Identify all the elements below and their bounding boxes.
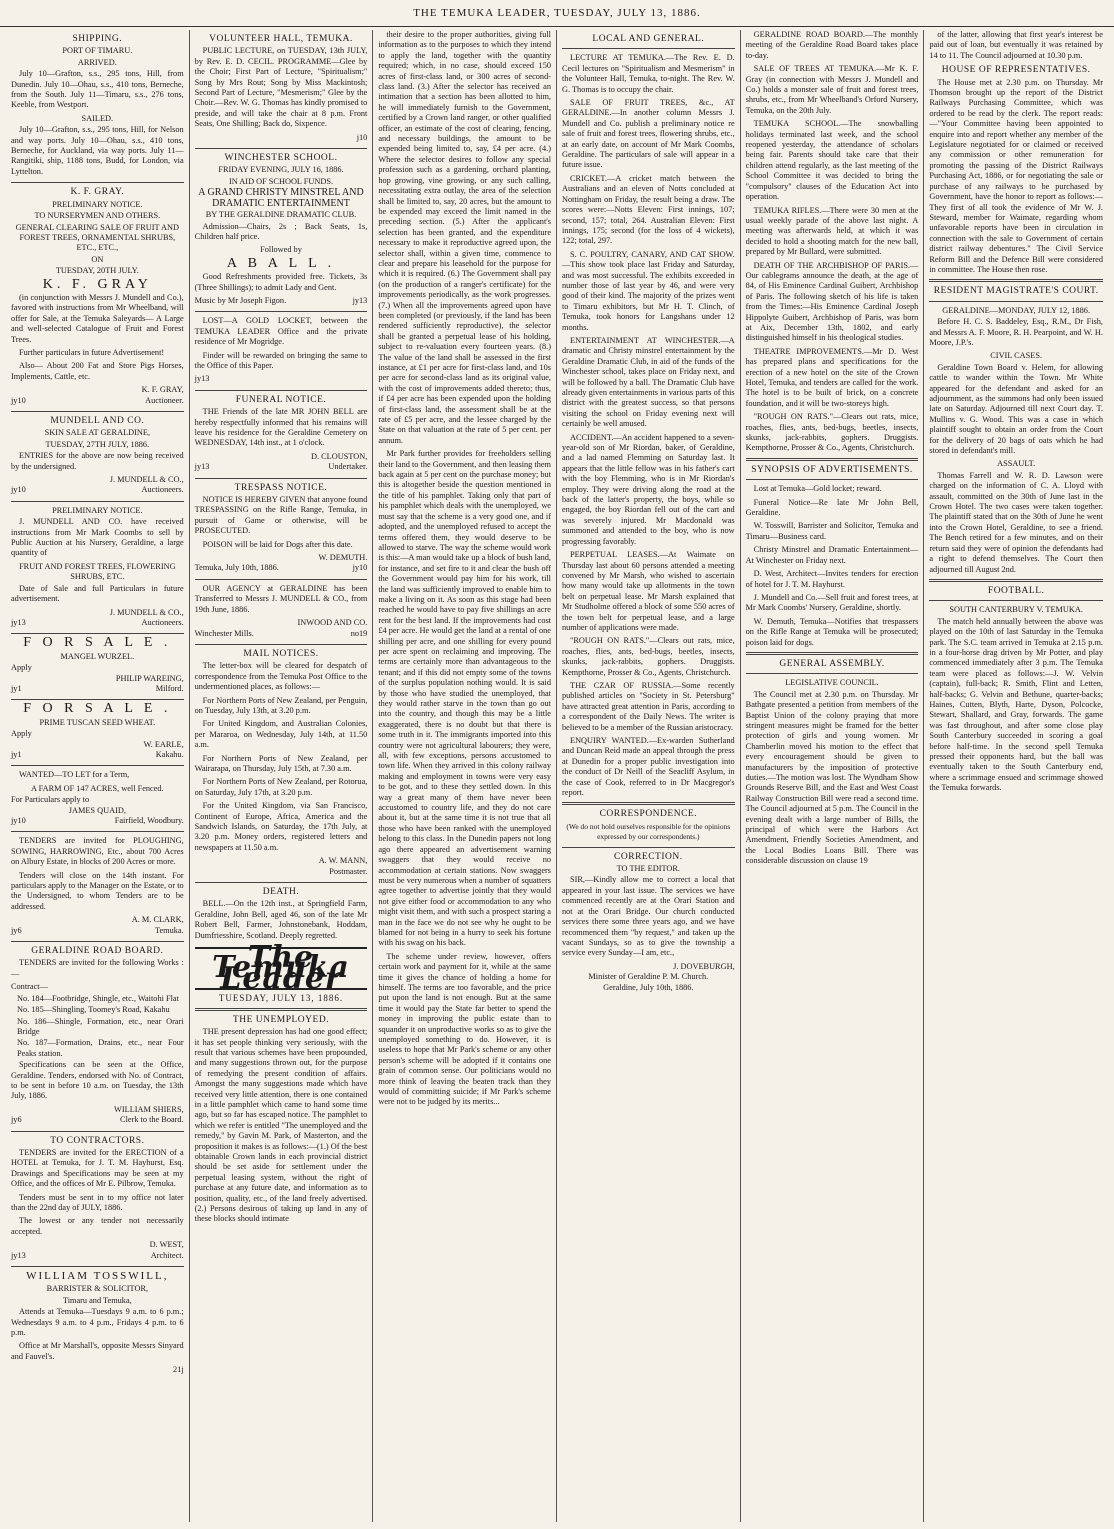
divider — [562, 48, 735, 49]
road-role: Clerk to the Board. — [120, 1115, 184, 1125]
mail-para: For the United Kingdom, via San Francisco, Continent of Europe, Africa, America and the Sandwich Islands, on Saturday, the 17th July, at 3.20 p.m. Money orders, registered letters and newspapers at 11.50 a.m. — [194, 801, 368, 852]
agency-ref: no19 — [350, 628, 368, 638]
correction-body: SIR,—Kindly allow me to correct a local that appeared in your last issue. The services we have commenced recently are at the Orari Station and not at the Orari Bridge. Our church conducted services there some three years ago, and we have recommenced them "by request," and taken up the vacant Sundays, so as to give the township a service every Sunday—I am, etc., — [562, 875, 735, 958]
mundell-body: J. MUNDELL AND CO. have received instructions from Mr Mark Coombs to sell by Public Auction at his Nursery, Geraldine, a large quantity of — [11, 517, 184, 558]
divider — [929, 579, 1103, 582]
column-2 — [190, 30, 374, 1522]
divider — [562, 802, 735, 805]
shipping-section — [11, 34, 184, 177]
death-title: DEATH. — [262, 887, 300, 898]
road-item: No. 185—Shingling, Toomey's Road, Kakahu — [17, 1005, 170, 1015]
tenders-place: Temuka. — [154, 925, 184, 935]
divider — [11, 941, 184, 942]
editorial-unemployed — [195, 1015, 368, 1225]
sale1-big: F O R S A L E . — [23, 635, 172, 651]
road-sign: WILLIAM SHIERS, — [114, 1104, 184, 1114]
divider — [195, 390, 368, 391]
shipping-title: SHIPPING. — [72, 34, 123, 44]
news-item: SALE OF TREES AT TEMUKA.—Mr K. F. Gray (in connection with Messrs J. Mundell and Co.) holds a monster sale of fruit and forest trees, shrubs, etc., from Mr Wheelband's Orford Nursery, Temuka, on the 20th July. — [745, 64, 919, 115]
school-admission: Admission—Chairs, 2s ; Back Seats, 1s, Children half price. — [194, 221, 368, 241]
house-title: HOUSE OF REPRESENTATIVES. — [941, 65, 1091, 76]
contractors-close: Tenders must be sent in to my office not later than the 22nd day of JULY, 1886. — [11, 1192, 184, 1212]
road-ref: jy6 — [11, 1115, 22, 1125]
news-item: DEATH OF THE ARCHBISHOP OF PARIS.—Our cablegrams announce the death, at the age of 84, of His Eminence Cardinal Guibert, Archbishop of Paris. The following sketch of his life is taken from the Times:—His Eminence Cardinal Joseph Hippolyte Guibert, Archbishop of Paris, was born at Aix, December 13th, 1802, and early distinguished himself in his theological studies. — [745, 260, 919, 343]
correction-sign: J. DOVEBURGH, — [673, 961, 735, 971]
funeral-body: THE Friends of the late MR JOHN BELL are hereby respectfully informed that his remains will leave his residence for the Geraldine Cemetery on WEDNESDAY, 14th inst., at 1 o'clock. — [194, 407, 368, 448]
mail-para: The letter-box will be cleared for despatch of correspondence from the Temuka Post Office to the undermentioned places, as follows:— — [194, 661, 368, 692]
locket-ref: jy13 — [194, 374, 210, 384]
synopsis-item: J. Mundell and Co.—Sell fruit and forest trees, at Mr Mark Coombs' Nursery, Geraldine, shortly. — [745, 592, 919, 613]
divider — [11, 411, 184, 412]
column-3 — [373, 30, 557, 1522]
gray-ref: jy10 — [11, 395, 26, 405]
arrived-list: July 10—Grafton, s.s., 295 tons, Hill, from Dunedin. July 10—Ohau, s.s., 410 tons, Berneche, from the South. July 11—Timaru, s.s., 276 tons, Keeble, from Westport. — [11, 69, 184, 110]
school-advert — [195, 153, 368, 306]
sailed-list: July 10—Grafton, s.s., 295 tons, Hill, for Nelson and way ports. July 10—Ohau, s.s., 410 tons, Berneche, for Auckland, via way ports. July 11—Rangitiki, ship, 1188 tons, Budd, for London, via Lyttelton. — [11, 125, 184, 176]
tosswill-ref: 21j — [173, 1365, 184, 1375]
school-ball: A B A L L . — [226, 255, 336, 271]
court-title: RESIDENT MAGISTRATE'S COURT. — [933, 286, 1099, 297]
mundell-sign: J. MUNDELL & CO., — [109, 607, 184, 617]
assembly-title: GENERAL ASSEMBLY. — [779, 658, 885, 669]
trespass-sign: W. DEMUTH. — [318, 553, 368, 563]
tosswill-big: WILLIAM TOSSWILL, — [26, 1270, 169, 1283]
gray-date: TUESDAY, 20TH JULY. — [55, 266, 139, 276]
mail-sign: A. W. MANN, — [318, 856, 368, 866]
sale-advert-2 — [11, 701, 184, 760]
trespass-body: NOTICE IS HEREBY GIVEN that anyone found TRESPASSING on the Rifle Range, Temuka, in pursuit of Game or otherwise, will be PROSECUTED. — [194, 495, 368, 536]
school-by: BY THE GERALDINE DRAMATIC CLUB. — [205, 210, 357, 220]
mundell-date: Date of Sale and full Particulars in future advertisement. — [11, 583, 184, 604]
sale2-big: F O R S A L E . — [23, 701, 172, 717]
editorial-body: THE present depression has had one good effect; it has set people thinking very seriously, with the result that various schemes have been propounded, and many suggestions thrown out, for the purpose of remedying the present condition of affairs. Amongst the many suggestions made which have received very little attention, there is one contained in a little pamphlet which came to hand some time ago, but so far has escaped notice. The pamphlet to which we refer is entitled "The unemployed and the remedy," by Gavin M. Park, of Masterton, and the proposition it makes is as follows:—(1.) Of the best obtainable Crown lands in each provincial district should be set aside for settlement under the perpetual leasing system, without the right of purchase at any future date, and information as to position, quality, etc., of the land freely advertised. (2.) Persons desirous of taking up land in any of these blocks should intimate — [194, 1027, 368, 1224]
news-item: ENTERTAINMENT AT WINCHESTER.—A dramatic and Christy minstrel entertainment by the Geraldine Dramatic Club, in aid of the funds of the Winchester school, takes place on Friday next, and will be followed by a ball. The Dramatic Club have already given entertainments in various parts of this district with the greatest success, so that persons visiting the school on Friday evening next will certainly be well amused. — [562, 335, 735, 429]
lecture-title: VOLUNTEER HALL, TEMUKA. — [209, 34, 353, 44]
tosswill-body: Attends at Temuka—Tuesdays 9 a.m. to 6 p.m.; Wednesdays 9 a.m. to 4 p.m., Fridays 4 p.m. to 6 p.m. — [11, 1307, 184, 1338]
newspaper-nameplate: The Temuka Leader — [195, 947, 368, 990]
skin-ref: jy10 — [11, 485, 26, 495]
contractors-ref: jy13 — [11, 1250, 26, 1260]
gray-also: Also— About 200 Fat and Store Pigs Horses, Implements, Cattle, etc. — [11, 361, 184, 381]
tosswill-advert — [11, 1271, 184, 1376]
mail-title: MAIL NOTICES. — [243, 648, 319, 659]
divider — [195, 1008, 368, 1011]
road-specs: Specifications can be seen at the Office, Geraldine. Tenders, endorsed with No. of Contract, to be sent in before 10 a.m. on Tuesday, the 13th July, 1886. — [11, 1060, 184, 1101]
skin-body: ENTRIES for the above are now being received by the undersigned. — [11, 451, 184, 471]
sale1-footer — [11, 684, 184, 694]
divider — [11, 1131, 184, 1132]
road-items — [11, 994, 184, 1059]
lecture-body: PUBLIC LECTURE, on TUESDAY, 13th JULY, by Rev. E. D. CECIL. PROGRAMME—Glee by the Choir; First Part of Lecture, "Spiritualism;" Song by Mrs Rout; Song by Miss Mackintosh; Second Part of Lecture, "Mesmerism;" Glee by the Choir.—Rev. W. G. Thomas has kindly promised to preside, and will take the chair at 8 p.m. Front Seats, One Shilling; Back do, Sixpence. — [194, 46, 368, 129]
page-header: THE TEMUKA LEADER, TUESDAY, JULY 13, 1886. — [0, 0, 1114, 27]
tenders-close: Tenders will close on the 14th instant. For particulars apply to the Manager on the Estate, or to the Undersigned, to whom Tenders are to be addressed. — [11, 870, 184, 911]
civil-cases-label: CIVIL CASES. — [990, 351, 1043, 361]
divider — [11, 1266, 184, 1267]
funeral-ref: jy13 — [194, 462, 210, 472]
news-item: S. C. POULTRY, CANARY, AND CAT SHOW.—This show took place last Friday and Saturday, and was most successful. The exhibits exceeded in number those of last year by 46, and were very good of their kind. The majority of the prizes went to Timaru exhibitors, but Mr H. T. Clinch, of Temuka, took honors for Langshans under 12 months. — [562, 249, 735, 332]
locket-advert — [195, 316, 368, 384]
trespass-title: TRESPASS NOTICE. — [234, 482, 328, 493]
court-date: GERALDINE—MONDAY, JULY 12, 1886. — [942, 305, 1091, 315]
divider — [11, 765, 184, 766]
skin-sale-advert — [11, 428, 184, 495]
news-item: TEMUKA RIFLES.—There were 30 men at the usual weekly parade of the above last night. A meeting was afterwards held, at which it was decided to hold a shooting match for the new ball, prepared by Mr Bullard, were submitted. — [745, 205, 919, 257]
dateline: TUESDAY, JULY 13, 1886. — [218, 993, 344, 1004]
editorial-continued: The scheme under review, however, offers certain work and payment for it, while at the same time it gives the chance of holding a home for himself. The terms are too favorable, and the price put upon the land is not enough. But at the same time it would pay the State far better to spend the money in improving the public estate than to squander it on unproductive works so as to give the unemployed something to do. However, it is useless to hope that Mr Park's scheme or any other person's scheme will be adopted if it contains one grain of common sense. Our politicians would no more think of leaving the beaten track than they would of committing suicide; if Mr Park's scheme were not to be judged by its merits... — [378, 951, 551, 1107]
divider — [929, 301, 1103, 302]
school-title: WINCHESTER SCHOOL. — [224, 153, 338, 164]
divider — [746, 673, 919, 674]
court-body: Geraldine Town Board v. Helem, for allowing cattle to wander within the Town. Mr White appeared for the defendant and asked for an adjournment, as the summons had only been issued late on Saturday. Adjourned till next Court day. T. Mullins v. G. Wood. This was a case in which plaintiff sought to obtain an order from the Court for the delivery of 20 bags of oats which he had stored in defendant's mill. — [929, 362, 1103, 456]
news-item: PERPETUAL LEASES.—At Waimate on Thursday last about 60 persons attended a meeting convened by Mr Marsh, who wished to ascertain how many would take up allotments in the town belt on perpetual lease. Mr Marsh explained that Mr Studholme offered a block of some 550 acres of the town belt for perpetual lease, and a large number of applications were made. — [562, 550, 735, 632]
contractors-role: Architect. — [150, 1250, 184, 1260]
school-music: Music by Mr Joseph Figon. — [194, 295, 287, 305]
news-item: GERALDINE ROAD BOARD.—The monthly meeting of the Geraldine Road Board takes place to-day. — [745, 30, 919, 60]
locket-reward: Finder will be rewarded on bringing the same to the Office of this Paper. — [194, 350, 368, 370]
skin-title: SKIN SALE AT GERALDINE, — [44, 428, 151, 438]
synopsis-title: SYNOPSIS OF ADVERTISEMENTS. — [751, 464, 913, 475]
funeral-footer — [195, 462, 368, 472]
wanted-advert — [11, 770, 184, 826]
gray-advert — [11, 187, 184, 406]
lecture-ref: j10 — [356, 132, 368, 142]
school-ref: jy13 — [352, 295, 368, 305]
divider — [11, 699, 184, 700]
council-body: The Council met at 2.30 p.m. on Thursday. Mr Bathgate presented a petition from members of the Baptist Union of the colony praying that more stringent measures might be framed for the better protection of girls and young women. Mr Chamberlin moved his motion to the effect that every encouragement should be given to manufacturers by the imposition of protective duties.—The motion was lost. The Wyndham Show Grounds Reserve Bill, and the East and West Coast Railway Construction Bill were read a second time. The Council adjourned at 5 p.m. The Council in the evening dealt with a large number of Bills, the principal of which were the Harbors Act Amendment, Friendly Societies Amendment, and the Local Bodies Loans Bill. There was considerable discussion on clause 19 — [745, 689, 919, 866]
sale-advert-1 — [11, 635, 184, 694]
correction-role: Minister of Geraldine P. M. Church. — [588, 972, 709, 982]
mundell-advert — [11, 506, 184, 628]
school-followed: Followed by — [260, 245, 302, 255]
mail-para: For United Kingdom, and Australian Colonies, per Mararoa, on Wednesday, July 14th, at 11.50 a.m. — [194, 719, 368, 750]
editorial-continued: their desire to the proper authorities, giving full information as to the purposes to which they intend to apply the land, together with the quantity required; which, in no case, should exceed 150 acres of first-class land, or 300 acres of second-class land. (3.) After the selector has received an intimation that a section has been allotted to him, he will immediately furnish to the Government, certified by a Crown land ranger, or other qualified officer, an estimate of the cost of clearing, fencing, and necessary buildings, the amount to be expended being limited to, say, £4 per acre. (4.) Where the selector desires to follow any special profession such as a gardening, orchard planting, hop growing, vine growing, or any such calling, necessitating extra outlay, the area of the selection shall be limited to, say, 20 acres, but the amount to be expended may exceed the limit named in the preceding section. (5.) After the applicant's selection has been granted, and the expenditure necessary to make it reproductive agreed upon, the selector shall, within a given time, commence to clear and prepare his leasehold for the purpose for which it is required. (6.) The Government shall pay (on the production of a ranger's certificate) for the improvements periodically, as the work progresses. (7.) When all the improvements agreed upon have been completed (or previously, if the land has been rendered sufficiently reproductive), the selector shall be granted a perpetual lease of his holding, subject to re-valuation every fourteen years. (8.) The value of the land shall be assessed in the first instance, at £1 per acre for first-class land, and 10s per acre for second-class land as its original value, with the cost of improvements added thereto; thus, if £4 per acre has been expended upon the holding of first-class land, the assessment shall be at the rate of £5 per acre, and the lessee charged by the State on that valuation at the rate of 5 per cent. per annum. — [378, 30, 551, 445]
sale1-place: Milford. — [155, 683, 184, 693]
correction-date: Geraldine, July 10th, 1886. — [603, 982, 694, 992]
divider — [11, 182, 184, 183]
gray-on: ON — [91, 254, 104, 264]
school-refreshments: Good Refreshments provided free. Tickets, 3s (Three Shillings); to admit Lady and Gent. — [194, 272, 368, 292]
mundell-prelim: PRELIMINARY NOTICE. — [52, 505, 143, 515]
road-item: No. 184—Footbridge, Shingle, etc., Waitohi Flat — [17, 993, 179, 1003]
contractors-advert — [11, 1136, 184, 1261]
divider — [562, 847, 735, 848]
synopsis-item: Lost at Temuka—Gold locket; reward. — [753, 484, 882, 494]
arrived-label: ARRIVED. — [77, 57, 117, 67]
tenders-body: TENDERS are invited for PLOUGHING, SOWING, HARROWING, Etc., about 700 Acres on Albury Estate, in blocks of 200 Acres or more. — [11, 836, 184, 867]
divider — [195, 644, 368, 645]
contractors-title: TO CONTRACTORS. — [50, 1135, 145, 1146]
sale1-apply: Apply — [11, 663, 32, 673]
column-1 — [6, 30, 190, 1522]
mundell-goods: FRUIT AND FOREST TREES, FLOWERING SHRUBS, ETC. — [19, 561, 176, 582]
gray-sign: K. F. GRAY, — [141, 385, 184, 395]
wanted-name: JAMES QUAID, — [68, 805, 126, 815]
skin-role: Auctioneers. — [141, 485, 184, 495]
death-body: BELL.—On the 12th inst., at Springfield Farm, Geraldine, John Bell, aged 46, son of the late Mr Robert Bell, Farmer, Johnstonebank, Hoddam, Dumfriesshire, Scotland. Deeply regretted. — [194, 899, 368, 940]
football-title: FOOTBALL. — [987, 585, 1045, 596]
mundell-footer — [11, 618, 184, 628]
news-item: CRICKET.—A cricket match between the Australians and an eleven of Notts concluded at Nottingham on Friday, the result being a draw. The scores were:—Notts Eleven: First innings, 107; second, 157; total, 264. Australian Eleven: First innings, 175; second (for the loss of 4 wickets), 122; total, 297. — [562, 173, 735, 246]
road-body: TENDERS are invited for the following Works :— — [11, 958, 184, 978]
court-before: Before H. C. S. Baddeley, Esq., R.M., Dr Fish, and Messrs A. F. Moore, R. H. Pearpoint, and W. H. Moore, J.P.'s. — [929, 317, 1103, 347]
column-4 — [557, 30, 741, 1522]
mail-para: For Northern Ports of New Zealand, per Wairarapa, on Thursday, July 15th, at 7.30 a.m. — [194, 753, 368, 773]
sale2-name: W. EARLE, — [143, 739, 184, 749]
trespass-footer — [195, 563, 368, 573]
football-body: The match held annually between the above was played on the 10th of last Saturday in the Temuka park. The S.C. team arrived in Temuka at 2.15 p.m. in a four-horse drag driven by Mr Potter, and play commenced immediately after 3 p.m. The Temuka team were placed as follows:—J. W. Velvin (captain), full-back; R. Smith, Flint and Letten, half-backs; G. Velvin and Bethune, quarter-backs; Haines, Cutten, Blyth, Harte, Dyson, Polcocke, Stewart, Shallard, and Gray, forwards. The game was fast throughout, and after some close play South Canterbury succeeded in scoring a goal before half-time. In the second spell Temuka pressed their opponents hard, but the ball was eventually taken to the South Canterbury end, where a scrimmage ensued and scrimmage showed the Temuka forwards. — [929, 616, 1103, 793]
contractors-sign: D. WEST, — [149, 1240, 184, 1250]
divider — [11, 633, 184, 634]
synopsis-item: D. West, Architect—Invites tenders for erection of hotel for J. T. M. Hayhurst. — [745, 569, 919, 589]
gray-role: Auctioneer. — [145, 395, 184, 405]
trespass-ref: jy10 — [352, 563, 368, 573]
football-subtitle: SOUTH CANTERBURY V. TEMUKA. — [949, 605, 1083, 615]
contractors-footer — [11, 1251, 184, 1261]
gray-body: (in conjunction with Messrs J. Mundell and Co.), favored with instructions from Mr Wheelband, will offer for Sale, at the Temuka Saleyards— A Large and well-selected Catalogue of Fruit and Forest Trees. — [11, 292, 184, 344]
column-6 — [924, 30, 1108, 1522]
port-name: PORT OF TIMARU. — [62, 46, 133, 56]
funeral-sign: D. CLOUSTON, — [311, 451, 368, 461]
news-item: "ROUGH ON RATS."—Clears out rats, mice, roaches, flies, ants, bed-bugs, beetles, insects, skunks, jack-rabbits, gophers. Druggists. Kempthorne, Prosser & Co., Agents, Christchurch. — [745, 412, 919, 453]
wanted-footer — [11, 816, 184, 826]
sale2-place: Kakahu. — [155, 749, 184, 759]
sailed-label: SAILED. — [81, 113, 114, 123]
editorial-continued: Mr Park further provides for freeholders selling their land to the Government, and then leasing them back again at 5 per cent on the purchase money; but this is altogether beside the question mentioned in the title of his pamphlet. Taking only that part of his pamphlet which deals with the unemployed, we must say that the scheme is a very good one, and if adopted, and the unemployed refused to accept the terms offered them, they would deserve to be allowed to starve. The way the scheme would work is this:—A man would take up a block of bush land, for instance, and set fire to it and clear the bush off the Government would pay him for his work, till the land was sufficiently improved to enable him to make a living on it. As soon as this stage had been reached he would have to pay five shillings an acre rent for the best land. If the improvements had cost £4 per acre. He would get the land at a rental of one shilling per acre, and one shilling for every pound per acre spent on reclaiming and improving. The terms are certainly more than advantageous to the tenant; and if this did not empty some of the towns of the surplus population nothing would. It is said by those who have studied the unemployed, that they would rather starve in the town than go out into the country, and though this may be a little exaggerated, there is no doubt but that there is some truth in it. The immigrants imported into this country were not agricultural labourers; they were, all, with few exceptions, persons accustomed to town life. When they arrived in this colony railway making and employment in towns were very easy to be got, and to these they settled down. In this way a great many of them have never been accustomed to country life, and they do not care about it, but at the same time it is not true that all those who have been ranked with the unemployed belong to this class. In the Dunedin papers not long ago there appeared an advertisement warning swaggers that they would receive no accommodation at certain stations. Now swaggers must be very numerous when a number of squatters agree together to advertise jointly that they would not give either food or accommodation to any who might visit them, and with such a prospect staring a man in the face we do not see why he ought to be blamed for not being in a hurry to seek his fortune with his swag on his back. — [378, 449, 551, 948]
correspondence-title: CORRESPONDENCE. — [599, 809, 698, 820]
wanted-apply: For Particulars apply to — [11, 795, 90, 805]
wanted-place: Fairfield, Woodbury. — [114, 816, 184, 825]
house-body: The House met at 2.30 p.m. on Thursday. Mr Thomson brought up the report of the District Railways Purchasing Committee, which was ordered to be read by the clerk. The report reads:—"Your Committee having been appointed to enquire into and report whether any member of the Legislature negotiated for or claimed or received any commission or other remuneration for promoting the passing of the District Railways Purchasing Act, 1886, or for negotiating the sale or purchase of any railways to be purchased by Government, have the honor to report as follows:—They first of all took the evidence of Mr W. J. Steward, member for Waimate, regarding whom unfavorable reports have been in circulation in connection with the sale to Government of certain district railway debentures." The Civil Service Reform Bill and the Defence Bill were considered in committee. The House then rose. — [929, 77, 1103, 274]
columns — [6, 30, 1108, 1522]
news-item: LECTURE AT TEMUKA.—The Rev. E. D. Cecil lectures on "Spiritualism and Mesmerism" in the Volunteer Hall, Temuka, to-night. The Rev. W. G. Thomas is to occupy the chair. — [562, 53, 735, 94]
mail-notices — [195, 649, 368, 877]
sale2-footer — [11, 750, 184, 760]
synopsis-item: W. Demuth, Temuka—Notifies that trespassers on the Rifle Range at Temuka will be prosecuted; poison laid for dogs. — [745, 616, 919, 647]
funeral-role: Undertaker. — [328, 462, 368, 472]
divider — [746, 458, 919, 461]
tenders-footer — [11, 926, 184, 936]
news-item: ENQUIRY WANTED.—Ex-warden Sutherland and Duncan Reid made an appeal through the press at Dunedin for a proper public investigation into the conduct of Dr Neill of the Seacliff Asylum, in the case of Cook, referred to in Dr Macgregor's report. — [562, 736, 735, 798]
gray-sale: GENERAL CLEARING SALE OF FRUIT AND FOREST TREES, ORNAMENTAL SHRUBS, ETC., ETC., — [15, 222, 180, 253]
assault-label: ASSAULT. — [997, 459, 1036, 469]
mundell-title: MUNDELL AND CO. — [50, 416, 145, 426]
news-item: ACCIDENT.—An accident happened to a seven-year-old son of Mr Riordan, baker, of Geraldine, and a lad named Flemming on Saturday last. It appears that the little fellow was in his father's cart with the boy Flemming, who is in Mr Riordan's employ. They were driving along the road at the back of the latter's property, the boys, while so engaged, the boy Riordan fell out of the cart and was severely injured. Mr Macdonald was summoned and attended to the boy, who is now progressing favorably. — [562, 432, 735, 546]
gray-to: TO NURSERYMEN AND OTHERS. — [34, 211, 161, 221]
contractors-lowest: The lowest or any tender not necessarily accepted. — [11, 1216, 184, 1236]
lecture-advert — [195, 34, 368, 143]
wanted-head: WANTED—TO LET for a Term, — [19, 770, 130, 780]
mail-para: For Northern Ports of New Zealand, per Rotorua, on Saturday, July 17th, at 3.20 p.m. — [194, 777, 368, 797]
divider — [195, 579, 368, 580]
trespass-poison: POISON will be laid for Dogs after this date. — [202, 539, 353, 549]
road-item: No. 187—Formation, Drains, etc., near Four Peaks station. — [17, 1038, 184, 1058]
council-title: LEGISLATIVE COUNCIL. — [785, 678, 879, 688]
trespass-date: Temuka, July 10th, 1886. — [194, 563, 279, 573]
agency-footer — [195, 629, 368, 639]
news-item: "ROUGH ON RATS."—Clears out rats, mice, roaches, flies, ants, bed-bugs, beetles, insects, skunks, jack-rabbits, gophers. Druggists. Kempthorne, Prosser & Co., Agents, Christchurch. — [562, 636, 735, 677]
sale2-item: PRIME TUSCAN SEED WHEAT. — [39, 717, 156, 727]
divider — [195, 148, 368, 149]
synopsis-item: Funeral Notice—Re late Mr John Bell, Geraldine. — [745, 497, 919, 518]
synopsis-item: W. Tosswill, Barrister and Solicitor, Temuka and Timaru—Business card. — [745, 521, 919, 541]
correction-to: TO THE EDITOR. — [616, 864, 681, 874]
tosswill-place: Timaru and Temuka, — [62, 1295, 132, 1305]
news-item: THE CZAR OF RUSSIA.—Some recently published articles on "Society in St. Petersburg" have attracted great attention in Paris, according to a correspondent of the Daily News. The writer is believed to be a member of the Russian aristocracy. — [562, 680, 735, 732]
gray-further: Further particulars in future Advertisement! — [19, 347, 165, 357]
news-item: SALE OF FRUIT TREES, &c., AT GERALDINE.—In another column Messrs J. Mundell and Co. publish a preliminary notice re sale of fruit and forest trees, flowering shrubs, etc., at an early date, on account of Mr Mark Coombs, Geraldine. The particulars of sale will appear in a future issue. — [562, 98, 735, 170]
skin-footer — [11, 485, 184, 495]
divider — [11, 831, 184, 832]
assault-body: Thomas Farrell and W. R. D. Lawson were charged on the information of C. A. Lloyd with assault, committed on the 30th of June last in the Crown Hotel. The two cases were taken together. The plaintiff stated that on the 30th of June he went into the Crown Hotel, Geraldine, to see a friend. The Bench retired for a few minutes, and on their return said they were of opinion the defendants had a right to defend themselves. The Court then adjourned till August 2nd. — [929, 470, 1103, 574]
wanted-body: A FARM OF 147 ACRES, well Fenced. — [31, 783, 164, 793]
contractors-body: TENDERS are invited for the ERECTION of a HOTEL at Temuka, for J. T. M. Hayhurst, Esq. Drawings and Specifications may be seen at my Office, and the offices of Mr E. Pilbrow, Temuka. — [11, 1147, 184, 1189]
skin-date: TUESDAY, 27TH JULY, 1886. — [45, 439, 150, 449]
divider — [746, 479, 919, 480]
sale2-ref: jy1 — [11, 749, 22, 759]
column-5 — [741, 30, 925, 1522]
road-item: No. 186—Shingle, Formation, etc., near Orari Bridge — [17, 1016, 184, 1036]
divider — [195, 882, 368, 883]
divider — [195, 478, 368, 479]
editorial-title: THE UNEMPLOYED. — [232, 1014, 330, 1025]
school-aid: IN AID OF SCHOOL FUNDS. — [228, 176, 334, 186]
council-continued: of the latter, allowing that first year's interest be paid out of loan, but eventually it was retained by 14 to 11. The Council adjourned at 10.30 p.m. — [929, 30, 1103, 60]
road-title: GERALDINE ROAD BOARD. — [31, 946, 164, 957]
mundell-ref: jy13 — [11, 617, 26, 627]
skin-sign: J. MUNDELL & CO., — [109, 475, 184, 485]
agency-notice — [195, 584, 368, 639]
road-contract: Contract— — [11, 982, 48, 992]
sale1-item: MANGEL WURZEL. — [60, 651, 135, 661]
divider — [195, 311, 368, 312]
funeral-notice — [195, 395, 368, 473]
locket-body: LOST—A GOLD LOCKET, between the TEMUKA LEADER Office and the private residence of Mr Mogridge. — [194, 316, 368, 347]
tenders-advert — [11, 836, 184, 936]
correction-title: CORRECTION. — [614, 851, 683, 862]
gray-big: K. F. GRAY — [42, 276, 152, 292]
gray-name: K. F. GRAY. — [70, 187, 125, 198]
news-item: TEMUKA SCHOOL.—The snowballing holidays terminated last week, and the school reopened yesterday, the attendance of scholars being fair. Parents should take care that their children attend regularly, as the last meeting of the School Committee it was decided to bring the "compulsory" clauses of the Education Act into operation. — [745, 119, 919, 202]
divider — [746, 652, 919, 655]
road-footer — [11, 1115, 184, 1125]
news-item: THEATRE IMPROVEMENTS.—Mr D. West has prepared plans and specifications for the erection of a new hotel on the site of the Crown Hotel, Temuka, and tenders are called for the work. The hotel is to be built of brick, on a concrete foundation, and it will be two-storeys high. — [745, 346, 919, 408]
trespass-notice — [195, 483, 368, 574]
tosswill-office: Office at Mr Marshall's, opposite Messrs Sinyard and Fauvel's. — [11, 1341, 184, 1361]
tosswill-role: BARRISTER & SOLICITOR, — [46, 1284, 149, 1294]
sale1-ref: jy1 — [11, 683, 22, 693]
sale1-name: PHILIP WAREING, — [115, 673, 184, 683]
road-board-advert — [11, 946, 184, 1126]
school-date: FRIDAY EVENING, JULY 16, 1886. — [218, 165, 344, 175]
divider — [929, 600, 1103, 601]
gray-prelim: PRELIMINARY NOTICE. — [52, 199, 143, 209]
mundell-role: Auctioneers. — [141, 617, 184, 627]
tenders-sign: A. M. CLARK, — [131, 915, 184, 925]
divider — [11, 501, 184, 502]
divider — [929, 279, 1103, 282]
agency-sign: INWOOD AND CO. — [297, 618, 368, 628]
local-general-title: LOCAL AND GENERAL. — [592, 34, 705, 44]
agency-body: OUR AGENCY at GERALDINE has been Transferred to Messrs J. MUNDELL & CO., from 19th June, 1886. — [194, 583, 368, 614]
mail-para: For Northern Ports of New Zealand, per Penguin, on Tuesday, July 13th, at 3.20 p.m. — [194, 695, 368, 715]
synopsis-item: Christy Minstrel and Dramatic Entertainment—At Winchester on Friday next. — [745, 545, 919, 565]
school-footer — [195, 296, 368, 306]
agency-place: Winchester Mills. — [194, 628, 254, 638]
mail-role: Postmaster. — [329, 866, 368, 876]
funeral-title: FUNERAL NOTICE. — [235, 394, 327, 405]
wanted-ref: jy10 — [11, 816, 26, 825]
correspondence-note: (We do not hold ourselves responsible for the opinions expressed by our correspondents.) — [566, 821, 731, 842]
sale2-apply: Apply — [11, 729, 32, 739]
tenders-ref: jy6 — [11, 925, 22, 935]
school-big: A GRAND CHRISTY MINSTREL AND DRAMATIC ENTERTAINMENT — [198, 187, 364, 209]
gray-footer — [11, 396, 184, 406]
death-notice — [195, 887, 368, 941]
